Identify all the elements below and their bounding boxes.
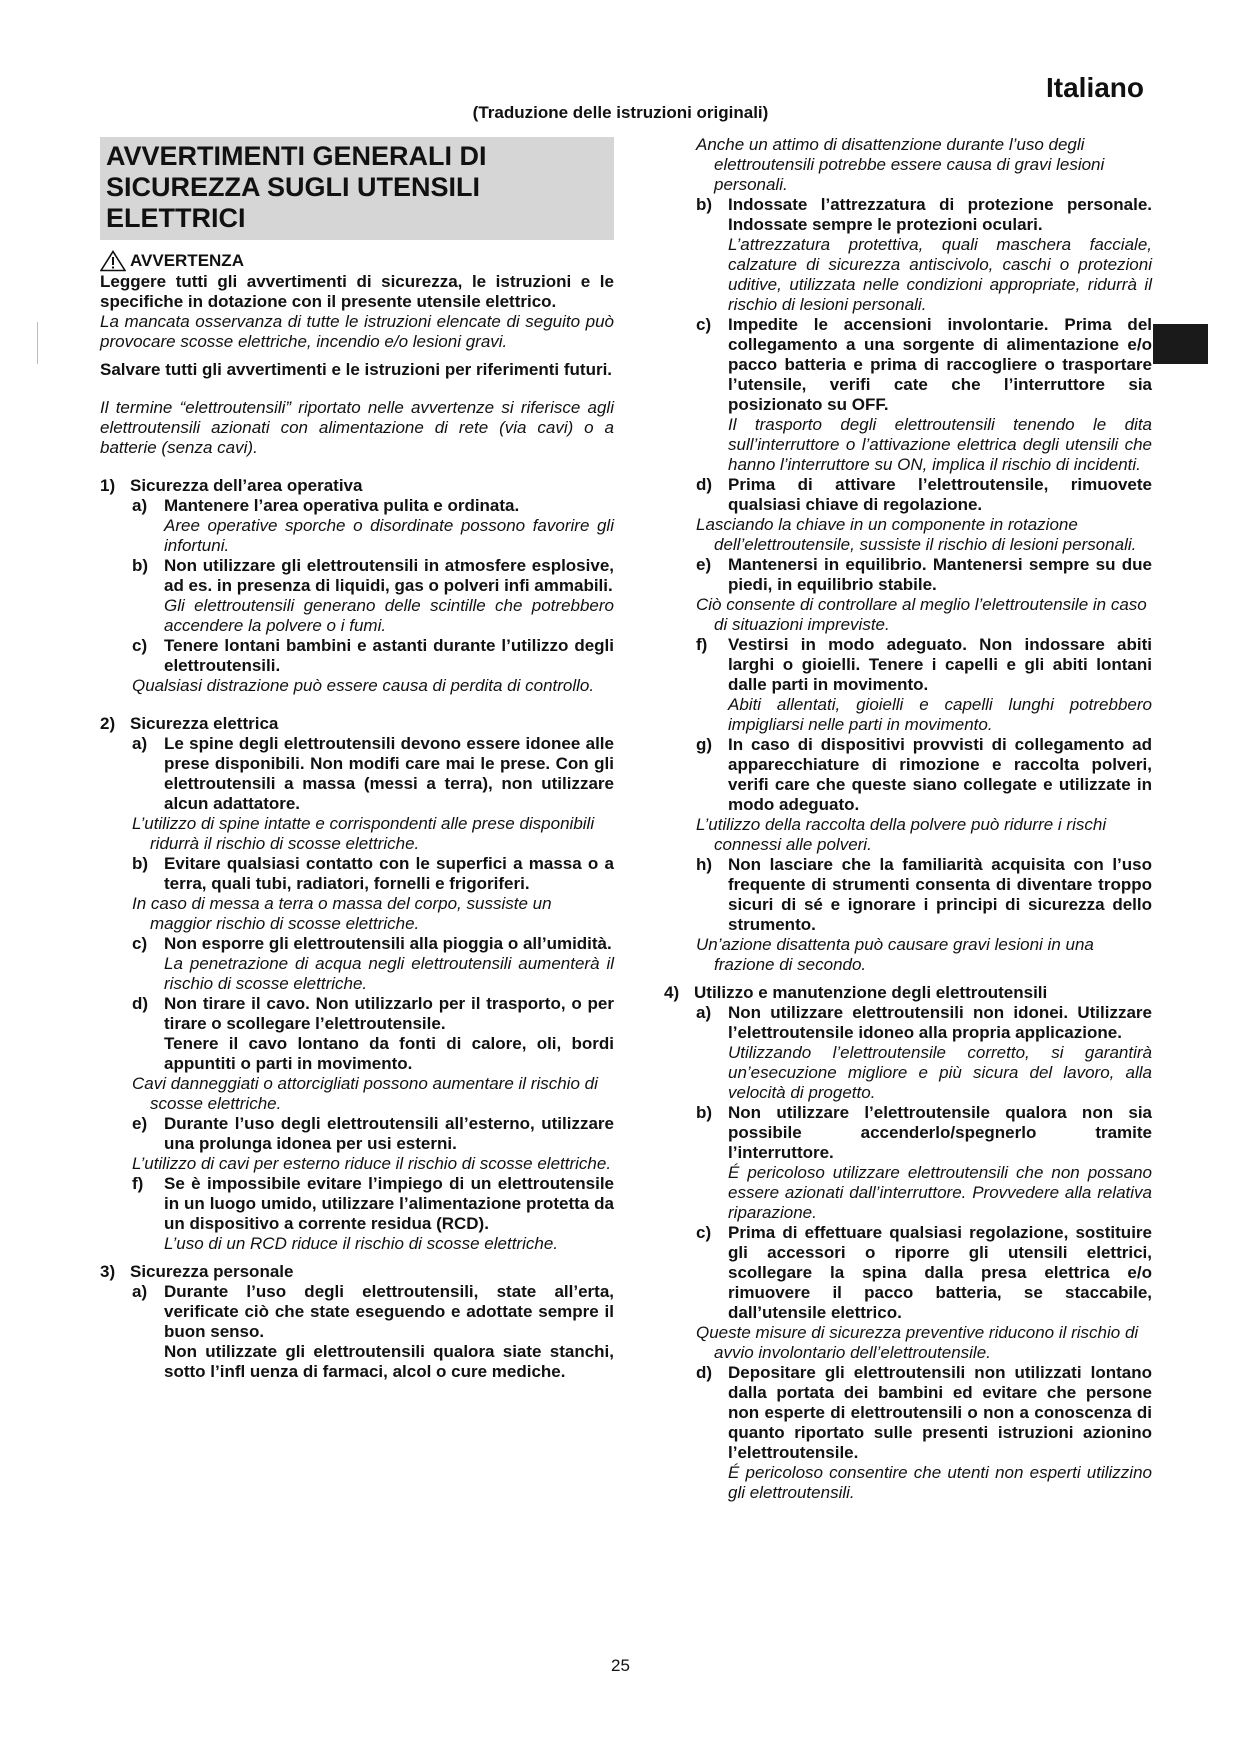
item-note: Cavi danneggiati o attorcigliati possono aumentare il rischio di scosse elettriche. [132,1074,598,1113]
term-definition-text: Il termine “elettroutensili” riportato nelle avvertenze si riferisce agli elettroutensili azionati con alimentazione di rete (via cavi) o a batterie (senza cavi). [100,398,614,457]
item-text: Depositare gli elettroutensili non utilizzati lontano dalla portata dei bambini ed evitare che persone non esperte di elettroutensili o non a conoscenza di quanto riportato sulle presenti istruzioni azionino l’elettroutensile. [728,1363,1152,1462]
item-note: In caso di messa a terra o massa del corpo, sussiste un maggior rischio di scosse elettriche. [132,894,552,933]
item-text: Non utilizzare elettroutensili non idonei. Utilizzare l’elettroutensile idoneo alla propria applicazione. [728,1003,1152,1042]
list-item [696,735,1152,815]
list-item [132,1174,614,1234]
right-column [664,135,1152,1503]
item-note: Ciò consente di controllare al meglio l’elettroutensile in caso di situazioni impreviste. [696,595,1147,634]
left-column [100,137,614,1382]
list-item [696,195,1152,235]
list-item [696,1103,1152,1163]
item-note: Un’azione disattenta può causare gravi lesioni in una frazione di secondo. [696,935,1094,974]
item-label: b) [696,1103,713,1122]
language-thumb-tab [1153,324,1208,364]
item-label: f) [132,1174,144,1193]
item-label: b) [696,195,713,214]
list-item [132,556,614,596]
subsection [100,496,614,696]
item-continuation: Tenere il cavo lontano da fonti di calore, oli, bordi appuntiti o parti in movimento. [164,1034,614,1073]
item-note: Abiti allentati, gioielli e capelli lunghi potrebbero impigliarsi nelle parti in movimento. [728,695,1152,734]
list-item [132,934,614,954]
item-text: Evitare qualsiasi contatto con le superfici a massa o a terra, quali tubi, radiatori, fornelli e frigoriferi. [164,854,614,893]
item-label: a) [696,1003,712,1022]
item-label: e) [132,1114,148,1133]
section-heading [100,476,614,496]
item-label: c) [132,636,148,655]
item-label: f) [696,635,708,654]
item-label: d) [132,994,149,1013]
item-note: É pericoloso consentire che utenti non esperti utilizzino gli elettroutensili. [728,1463,1152,1502]
section-number: 3) [100,1262,116,1281]
subsection [664,1003,1152,1503]
section-heading-text: Sicurezza dell’area operativa [130,476,363,495]
section-heading-text: Sicurezza personale [130,1262,294,1281]
item-note: Queste misure di sicurezza preventive riducono il rischio di avvio involontario dell’elettroutensile. [696,1323,1139,1362]
margin-mark [37,322,38,364]
item-note: É pericoloso utilizzare elettroutensili che non possano essere azionati dall’interruttore. Provvedere alla relativa riparazione. [728,1163,1152,1222]
list-item [696,315,1152,415]
section-number: 1) [100,476,116,495]
item-note: Anche un attimo di disattenzione durante l’uso degli elettroutensili potrebbe essere causa di gravi lesioni personali. [696,135,1105,194]
item-label: e) [696,555,712,574]
item-note: L’uso di un RCD riduce il rischio di scosse elettriche. [164,1234,559,1253]
item-note: L’utilizzo di spine intatte e corrispondenti alle prese disponibili ridurrà il rischio di scosse elettriche. [132,814,595,853]
item-continuation: Non utilizzate gli elettroutensili qualora siate stanchi, sotto l’infl uenza di farmaci, alcol o cure mediche. [164,1342,614,1381]
item-note: Qualsiasi distrazione può essere causa di perdita di controllo. [132,676,595,695]
list-item [696,635,1152,695]
list-item [132,636,614,676]
item-note: Il trasporto degli elettroutensili tenendo le dita sull’interruttore o l’attivazione elettrica degli utensili che hanno l’interruttore su ON, implica il rischio di incidenti. [728,415,1152,474]
section-heading-text: Utilizzo e manutenzione degli elettroutensili [694,983,1048,1002]
item-note: L’utilizzo di cavi per esterno riduce il rischio di scosse elettriche. [132,1154,612,1173]
list-item [132,1282,614,1342]
warning-triangle-icon [100,250,126,272]
section-heading-text: Sicurezza elettrica [130,714,279,733]
item-note: L’utilizzo della raccolta della polvere può ridurre i rischi connessi alle polveri. [696,815,1107,854]
item-note: L’attrezzatura protettiva, quali maschera facciale, calzature di sicurezza antiscivolo, caschi o protezioni uditive, utilizzata nelle condizioni appropriate, ridurrà il rischio di lesioni personali. [728,235,1152,314]
item-text: Non utilizzare l’elettroutensile qualora non sia possibile accenderlo/spegnerlo tramite l’interruttore. [728,1103,1152,1162]
item-text: Non utilizzare gli elettroutensili in atmosfere esplosive, ad es. in presenza di liquidi, gas o polveri infi ammabili. [164,556,614,595]
item-text: Non esporre gli elettroutensili alla pioggia o all’umidità. [164,934,612,953]
item-text: Le spine degli elettroutensili devono essere idonee alle prese disponibili. Non modifi care mai le prese. Con gli elettroutensili a massa (messi a terra), non utilizzare alcun adattatore. [164,734,614,813]
section-title: AVVERTIMENTI GENERALI DI SICUREZZA SUGLI UTENSILI ELETTRICI [106,141,487,233]
list-item [696,1003,1152,1043]
item-text: Impedite le accensioni involontarie. Prima del collegamento a una sorgente di alimentazione e/o pacco batteria e prima di raccogliere o trasportare l’utensile, verifi cate che l’interruttore sia posizionato su OFF. [728,315,1152,414]
item-label: d) [696,1363,713,1382]
subsection [100,734,614,1254]
document-subtitle: (Traduzione delle istruzioni originali) [472,103,769,122]
item-label: c) [696,1223,712,1242]
section-number: 4) [664,983,680,1002]
item-text: Mantenere l’area operativa pulita e ordinata. [164,496,520,515]
item-text: Se è impossibile evitare l’impiego di un elettroutensile in un luogo umido, utilizzare l’alimentazione protetta da un dispositivo a corrente residua (RCD). [164,1174,614,1233]
section-heading [664,983,1152,1003]
item-note: La penetrazione di acqua negli elettroutensili aumenterà il rischio di scosse elettriche. [164,954,614,993]
item-text: Vestirsi in modo adeguato. Non indossare abiti larghi o gioielli. Tenere i capelli e gli abiti lontani dalle parti in movimento. [728,635,1152,694]
item-text: Non lasciare che la familiarità acquisita con l’uso frequente di strumenti consenta di diventare troppo sicuri di sé e ignorare i principi di sicurezza dello strumento. [728,855,1152,934]
list-item [696,855,1152,935]
item-text: Indossate l’attrezzatura di protezione personale. Indossate sempre le protezioni oculari. [728,195,1152,234]
item-text: Tenere lontani bambini e astanti durante l’utilizzo degli elettroutensili. [164,636,614,675]
language-title: Italiano [1045,72,1144,103]
item-label: a) [132,734,148,753]
item-label: g) [696,735,713,754]
item-text: Non tirare il cavo. Non utilizzarlo per il trasporto, o per tirare o scollegare l’elettroutensile. [164,994,614,1033]
item-label: b) [132,854,149,873]
list-item [132,496,614,516]
item-text: Durante l’uso degli elettroutensili all’esterno, utilizzare una prolunga idonea per usi esterni. [164,1114,614,1153]
list-item [132,1114,614,1154]
item-text: Mantenersi in equilibrio. Mantenersi sempre su due piedi, in equilibrio stabile. [728,555,1152,594]
item-label: c) [696,315,712,334]
section-heading [100,714,614,734]
page-number: 25 [611,1656,630,1675]
item-label: b) [132,556,149,575]
list-item [132,994,614,1034]
section-heading [100,1262,614,1282]
item-label: a) [132,1282,148,1301]
item-note: Utilizzando l’elettroutensile corretto, si garantirà un’esecuzione migliore e più sicura del lavoro, alla velocità di progetto. [728,1043,1152,1102]
save-instructions-text: Salvare tutti gli avvertimenti e le istruzioni per riferimenti futuri. [100,360,613,379]
list-item [132,734,614,814]
section-number: 2) [100,714,116,733]
intro-italic-text: La mancata osservanza di tutte le istruzioni elencate di seguito può provocare scosse elettriche, incendio e/o lesioni gravi. [100,312,614,351]
list-item [696,1363,1152,1463]
item-text: Durante l’uso degli elettroutensili, state all’erta, verificate ciò che state eseguendo e adottate sempre il buon senso. [164,1282,614,1341]
list-item [696,475,1152,515]
warning-label: AVVERTENZA [130,251,244,270]
subsection [100,1282,614,1382]
item-note: Lasciando la chiave in un componente in rotazione dell’elettroutensile, sussiste il rischio di lesioni personali. [696,515,1137,554]
item-note: Gli elettroutensili generano delle scintille che potrebbero accendere la polvere o i fumi. [164,596,614,635]
item-text: Prima di attivare l’elettroutensile, rimuovete qualsiasi chiave di regolazione. [728,475,1152,514]
item-note: Aree operative sporche o disordinate possono favorire gli infortuni. [164,516,614,555]
item-label: c) [132,934,148,953]
item-label: a) [132,496,148,515]
item-text: Prima di effettuare qualsiasi regolazione, sostituire gli accessori o riporre gli utensili elettrici, scollegare la spina dalla presa elettrica e/o rimuovere il pacco batteria, se staccabile, dall’utensile elettrico. [728,1223,1152,1322]
item-label: h) [696,855,713,874]
item-label: d) [696,475,713,494]
subsection [664,135,1152,975]
list-item [132,854,614,894]
warning-heading [100,250,614,272]
list-item [696,1223,1152,1323]
section-heading-box [100,137,614,240]
list-item [696,555,1152,595]
item-text: In caso di dispositivi provvisti di collegamento ad apparecchiature di rimozione e raccolta polveri, verifi care che queste siano collegate e utilizzate in modo adeguato. [728,735,1152,814]
intro-bold-text: Leggere tutti gli avvertimenti di sicurezza, le istruzioni e le specifiche in dotazione con il presente utensile elettrico. [100,272,614,311]
